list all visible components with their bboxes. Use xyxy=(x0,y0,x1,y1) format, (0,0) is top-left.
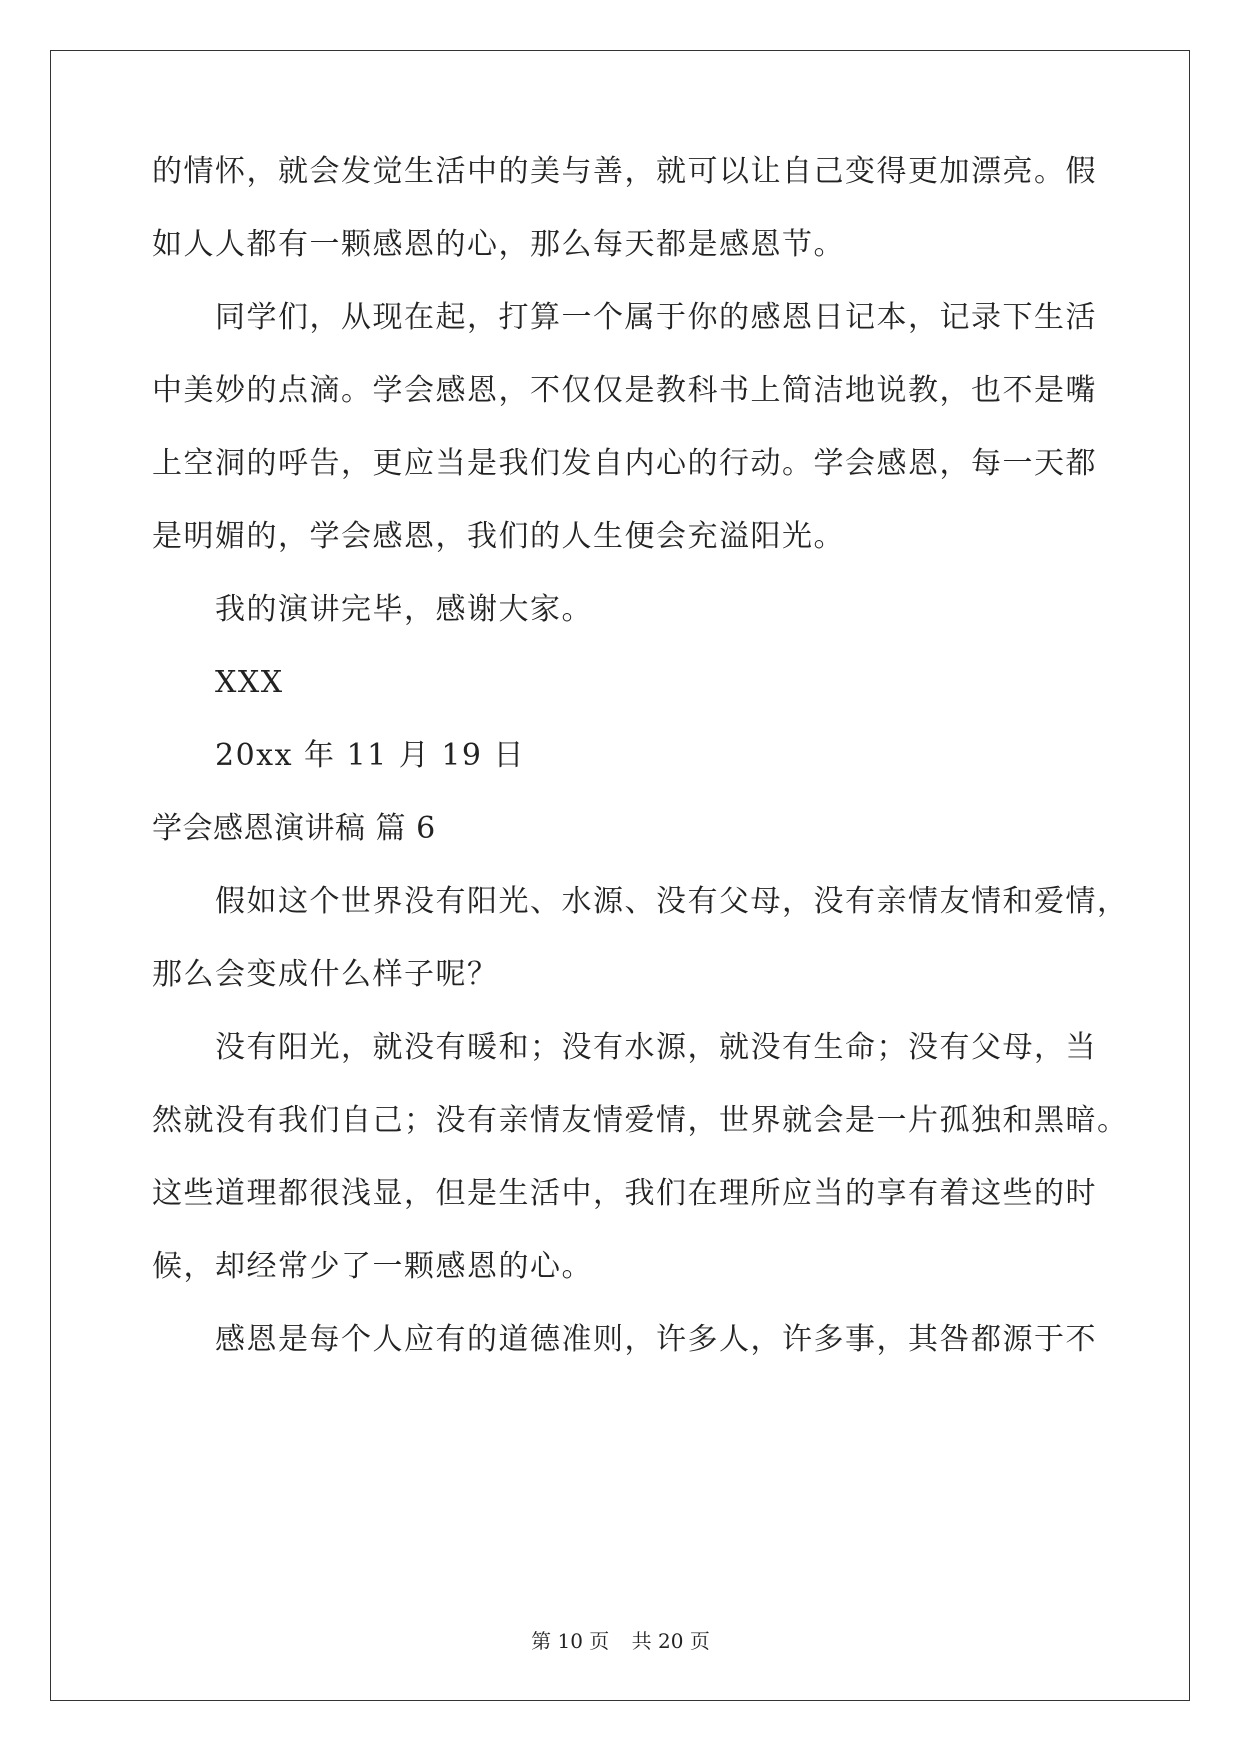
text-line: 如人人都有一颗感恩的心，那么每天都是感恩节。 xyxy=(152,227,845,262)
text-line: 那么会变成什么样子呢？ xyxy=(152,957,499,992)
paragraph-start: 假如这个世界没有阳光、水源、没有父母，没有亲情友情和爱情， xyxy=(215,884,1129,919)
paragraph-start: 感恩是每个人应有的道德准则，许多人，许多事，其咎都源于不 xyxy=(215,1322,1097,1357)
text-line: 中美妙的点滴。学会感恩，不仅仅是教科书上简洁地说教，也不是嘴 xyxy=(152,373,1097,408)
text-line: 上空洞的呼告，更应当是我们发自内心的行动。学会感恩，每一天都 xyxy=(152,446,1097,481)
text-line: 的情怀，就会发觉生活中的美与善，就可以让自己变得更加漂亮。假 xyxy=(152,154,1097,189)
section-heading: 学会感恩演讲稿 篇 6 xyxy=(152,811,436,846)
page-number-total: 共 20 页 xyxy=(631,1629,710,1653)
text-line: 是明媚的，学会感恩，我们的人生便会充溢阳光。 xyxy=(152,519,845,554)
text-line: 然就没有我们自己；没有亲情友情爱情，世界就会是一片孤独和黑暗。 xyxy=(152,1103,1129,1138)
page-number-current: 第 10 页 xyxy=(531,1629,610,1653)
text-line: 这些道理都很浅显，但是生活中，我们在理所应当的享有着这些的时 xyxy=(152,1176,1097,1211)
paragraph-start: 没有阳光，就没有暖和；没有水源，就没有生命；没有父母，当 xyxy=(215,1030,1097,1065)
paragraph-start: 同学们，从现在起，打算一个属于你的感恩日记本，记录下生活 xyxy=(215,300,1097,335)
page-footer xyxy=(0,1628,1241,1654)
signature-name: XXX xyxy=(215,665,284,700)
signature-date: 20xx 年 11 月 19 日 xyxy=(215,738,526,773)
text-line: 候，却经常少了一颗感恩的心。 xyxy=(152,1249,593,1284)
closing-remark: 我的演讲完毕，感谢大家。 xyxy=(215,592,593,627)
